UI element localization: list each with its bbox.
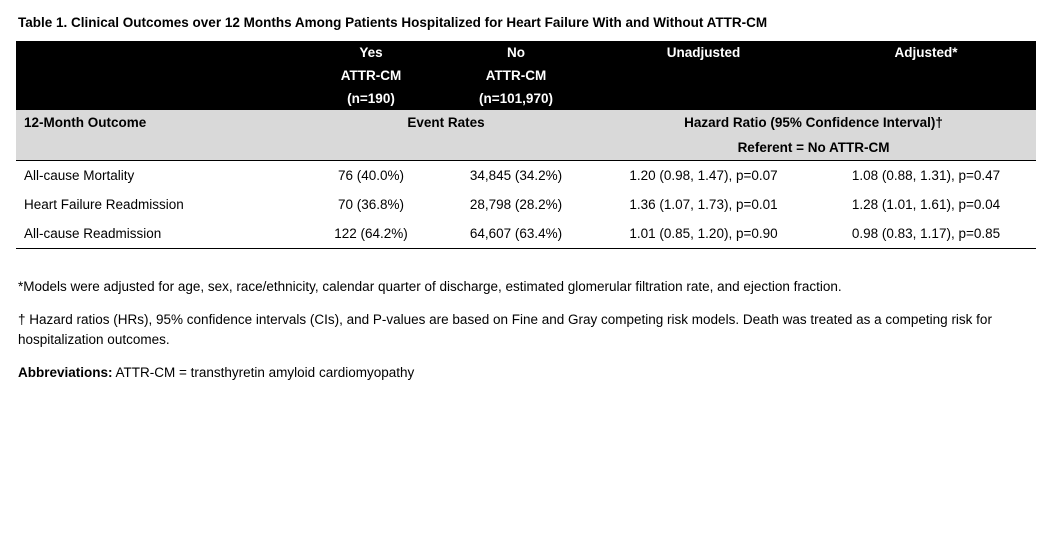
cell-no-attrcm: 64,607 (63.4%) [441, 219, 591, 249]
header-spacer [16, 41, 301, 64]
footnotes [18, 277, 1032, 383]
abbreviations-label: Abbreviations: [18, 365, 113, 381]
cell-yes-attrcm: 76 (40.0%) [301, 160, 441, 190]
cell-no-attrcm: 34,845 (34.2%) [441, 160, 591, 190]
table-row [16, 160, 1036, 190]
footnote-models: *Models were adjusted for age, sex, race/ethnicity, calendar quarter of discharge, estimated glomerular filtration rate, and ejection fraction. [18, 278, 842, 294]
header-yes-attrcm-line2: ATTR-CM [301, 64, 441, 87]
header-spacer-2 [16, 64, 301, 87]
table-header-black-row2 [16, 64, 1036, 87]
header-spacer-3 [16, 87, 301, 110]
cell-outcome: All-cause Readmission [16, 219, 301, 249]
header-no-attrcm-line1: No [441, 41, 591, 64]
cell-outcome: Heart Failure Readmission [24, 196, 184, 212]
footnote-hazard: † Hazard ratios (HRs), 95% confidence intervals (CIs), and P-values are based on Fine and Gray competing risk models. Death was treated as a competing risk for hospitalization outcomes. [18, 312, 992, 347]
table-row [16, 219, 1036, 249]
cell-adjusted: 1.28 (1.01, 1.61), p=0.04 [851, 196, 1001, 212]
table-header-gray-row1 [16, 110, 1036, 135]
table-row [16, 190, 1036, 219]
cell-unadjusted: 1.20 (0.98, 1.47), p=0.07 [591, 160, 816, 190]
clinical-outcomes-table [16, 41, 1036, 249]
header-event-rates: Event Rates [301, 110, 591, 135]
header-adjusted: Adjusted* [816, 41, 1036, 64]
header-outcome-label: 12-Month Outcome [16, 110, 301, 135]
cell-unadjusted: 1.01 (0.85, 1.20), p=0.90 [591, 219, 816, 249]
cell-no-attrcm: 28,798 (28.2%) [469, 196, 563, 212]
cell-yes-attrcm: 70 (36.8%) [337, 196, 405, 212]
header-unadjusted: Unadjusted [591, 41, 816, 64]
header-gray-spacer-2 [301, 135, 591, 161]
cell-unadjusted: 1.36 (1.07, 1.73), p=0.01 [629, 196, 778, 212]
abbreviations-text: ATTR-CM = transthyretin amyloid cardiomyopathy [112, 365, 415, 381]
header-referent: Referent = No ATTR-CM [591, 135, 1036, 161]
footnote-abbreviations [18, 363, 1032, 383]
cell-adjusted: 0.98 (0.83, 1.17), p=0.85 [816, 219, 1036, 249]
header-no-attrcm-line2: ATTR-CM [441, 64, 591, 87]
table-header-black-row3 [16, 87, 1036, 110]
header-unadjusted-filler [591, 64, 816, 87]
cell-outcome: All-cause Mortality [16, 160, 301, 190]
cell-yes-attrcm: 122 (64.2%) [301, 219, 441, 249]
header-yes-attrcm-n: (n=190) [301, 87, 441, 110]
header-gray-spacer [16, 135, 301, 161]
header-adjusted-filler [816, 64, 1036, 87]
header-no-attrcm-n: (n=101,970) [441, 87, 591, 110]
header-hazard-ratio: Hazard Ratio (95% Confidence Interval)† [591, 110, 1036, 135]
cell-adjusted: 1.08 (0.88, 1.31), p=0.47 [816, 160, 1036, 190]
table-header-black-row1 [16, 41, 1036, 64]
table-title: Table 1. Clinical Outcomes over 12 Months Among Patients Hospitalized for Heart Failure With and Without ATTR-CM [18, 15, 768, 30]
table-header-gray-row2 [16, 135, 1036, 161]
header-adjusted-filler-2 [816, 87, 1036, 110]
header-yes-attrcm-line1: Yes [301, 41, 441, 64]
header-unadjusted-filler-2 [591, 87, 816, 110]
